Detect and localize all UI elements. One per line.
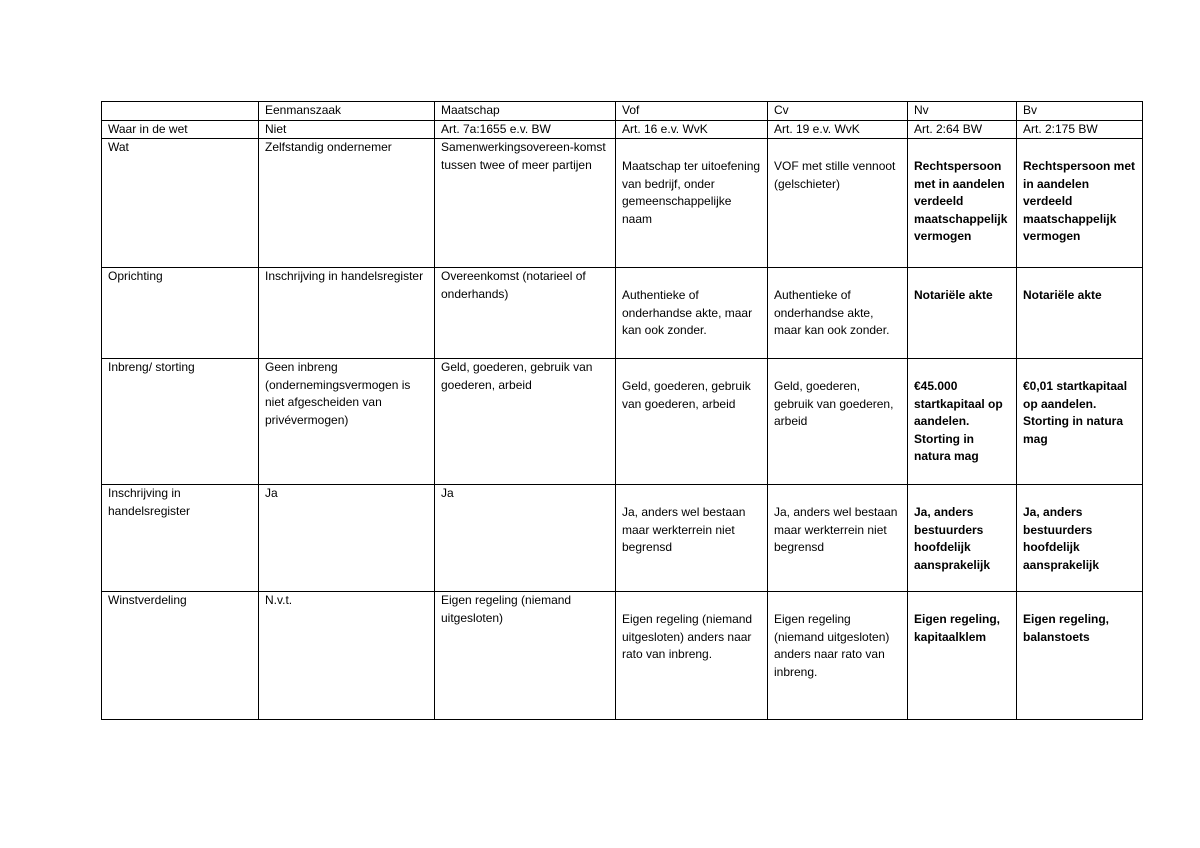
table-cell	[616, 485, 768, 592]
table-cell: Ja	[435, 485, 616, 592]
table-row-winstverdeling	[102, 592, 1143, 720]
cell-text: Notariële akte	[1023, 288, 1102, 302]
table-cell: Inschrijving in handelsregister	[259, 268, 435, 359]
cell-text: Ja, anders wel bestaan maar werkterrein niet begrensd	[774, 505, 898, 554]
row-label: Inschrijving in handelsregister	[102, 485, 259, 592]
row-label: Inbreng/ storting	[102, 359, 259, 485]
cell-text: Authentieke of onderhandse akte, maar kan ook zonder.	[774, 288, 890, 337]
table-cell: Overeenkomst (notarieel of onderhands)	[435, 268, 616, 359]
table-row-wat	[102, 139, 1143, 268]
table-cell	[768, 268, 908, 359]
cell-text: Rechtspersoon met in aandelen verdeeld maatschappelijk vermogen	[914, 159, 1008, 243]
table-cell	[616, 268, 768, 359]
table-cell: N.v.t.	[259, 592, 435, 720]
table-cell: Geld, goederen, gebruik van goederen, arbeid	[435, 359, 616, 485]
header-cell-maatschap: Maatschap	[435, 102, 616, 121]
table-cell	[1017, 592, 1143, 720]
cell-text: Geld, goederen, gebruik van goederen, arbeid	[622, 379, 751, 411]
row-label: Waar in de wet	[102, 120, 259, 139]
table-cell	[908, 139, 1017, 268]
table-cell: Art. 2:175 BW	[1017, 120, 1143, 139]
table-cell	[908, 359, 1017, 485]
header-row	[102, 102, 1143, 121]
table-cell: Geen inbreng (ondernemingsvermogen is niet afgescheiden van privévermogen)	[259, 359, 435, 485]
header-cell-nv: Nv	[908, 102, 1017, 121]
cell-text: Maatschap ter uitoefening van bedrijf, onder gemeenschappelijke naam	[622, 159, 761, 226]
table-cell	[616, 592, 768, 720]
cell-text: Rechtspersoon met in aandelen verdeeld maatschappelijk vermogen	[1023, 159, 1136, 243]
table-cell	[768, 359, 908, 485]
table-cell: Samenwerkingsovereen-komst tussen twee of meer partijen	[435, 139, 616, 268]
table-cell	[1017, 139, 1143, 268]
cell-text: Ja, anders bestuurders hoofdelijk aansprakelijk	[1023, 505, 1100, 572]
table-row-waar-in-de-wet	[102, 120, 1143, 139]
table-cell: Zelfstandig ondernemer	[259, 139, 435, 268]
table-cell: Niet	[259, 120, 435, 139]
table-cell	[908, 485, 1017, 592]
row-label: Winstverdeling	[102, 592, 259, 720]
business-forms-comparison-table	[101, 101, 1143, 720]
cell-text: Eigen regeling, balanstoets	[1023, 612, 1110, 644]
table-cell: Art. 19 e.v. WvK	[768, 120, 908, 139]
header-cell-bv: Bv	[1017, 102, 1143, 121]
table-cell	[768, 139, 908, 268]
cell-text: Authentieke of onderhandse akte, maar kan ook zonder.	[622, 288, 753, 337]
cell-text: Ja, anders wel bestaan maar werkterrein niet begrensd	[622, 505, 746, 554]
table-row-oprichting	[102, 268, 1143, 359]
header-cell-eenmanszaak: Eenmanszaak	[259, 102, 435, 121]
row-label: Oprichting	[102, 268, 259, 359]
table-cell	[1017, 359, 1143, 485]
table-cell: Art. 7a:1655 e.v. BW	[435, 120, 616, 139]
cell-text: Ja, anders bestuurders hoofdelijk aansprakelijk	[914, 505, 991, 572]
table-cell: Eigen regeling (niemand uitgesloten)	[435, 592, 616, 720]
table-cell	[616, 359, 768, 485]
table-cell	[616, 139, 768, 268]
table-cell	[768, 485, 908, 592]
table-row-inbreng-storting	[102, 359, 1143, 485]
cell-text: Eigen regeling, kapitaalklem	[914, 612, 1001, 644]
cell-text: Eigen regeling (niemand uitgesloten) anders naar rato van inbreng.	[622, 612, 753, 661]
table-row-inschrijving	[102, 485, 1143, 592]
table-cell: Ja	[259, 485, 435, 592]
table-cell	[1017, 268, 1143, 359]
cell-text: Eigen regeling (niemand uitgesloten) anders naar rato van inbreng.	[774, 612, 890, 679]
header-cell-cv: Cv	[768, 102, 908, 121]
table-cell	[908, 592, 1017, 720]
table-cell: Art. 16 e.v. WvK	[616, 120, 768, 139]
cell-text: €45.000 startkapitaal op aandelen. Storting in natura mag	[914, 379, 1003, 463]
cell-text: Notariële akte	[914, 288, 993, 302]
table-cell	[768, 592, 908, 720]
row-label: Wat	[102, 139, 259, 268]
cell-text: VOF met stille vennoot (gelschieter)	[774, 159, 896, 191]
cell-text: Geld, goederen, gebruik van goederen, arbeid	[774, 379, 894, 428]
table-cell	[1017, 485, 1143, 592]
table-cell: Art. 2:64 BW	[908, 120, 1017, 139]
header-cell-empty	[102, 102, 259, 121]
cell-text: €0,01 startkapitaal op aandelen. Storting in natura mag	[1023, 379, 1128, 446]
header-cell-vof: Vof	[616, 102, 768, 121]
table-cell	[908, 268, 1017, 359]
